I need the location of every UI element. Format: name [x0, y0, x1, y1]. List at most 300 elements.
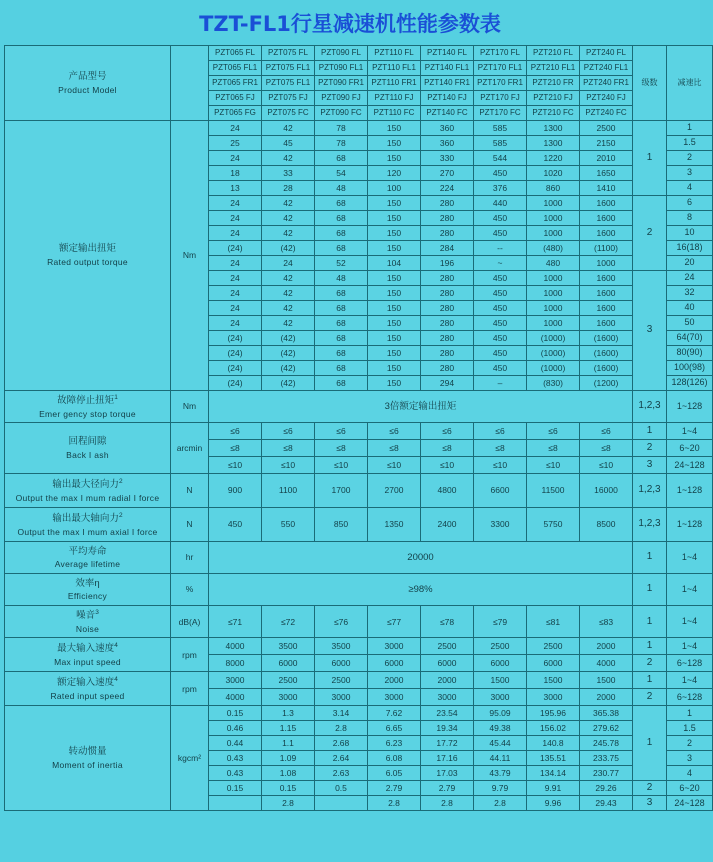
cell: 24 — [209, 196, 262, 211]
cell-ratio: 1~4 — [667, 606, 713, 638]
cell: 9.96 — [527, 796, 580, 811]
cell: 1000 — [527, 271, 580, 286]
cell-ratio: 1~128 — [667, 474, 713, 508]
cell: 3000 — [368, 638, 421, 655]
cell-ratio: 1 — [667, 121, 713, 136]
cell-ratio: 24 — [667, 271, 713, 286]
model-cell: PZT170 FL1 — [474, 61, 527, 76]
cell-ratio: 4 — [667, 766, 713, 781]
cell: 150 — [368, 136, 421, 151]
cell: 24 — [209, 271, 262, 286]
table-row — [5, 474, 713, 508]
cell: 0.15 — [209, 781, 262, 796]
cell: 279.62 — [580, 721, 633, 736]
cell: 270 — [421, 166, 474, 181]
cell: 2000 — [580, 638, 633, 655]
cell-ratio: 1~4 — [667, 574, 713, 606]
cell: 6.23 — [368, 736, 421, 751]
model-cell: PZT110 FC — [368, 106, 421, 121]
cell-ratio: 10 — [667, 226, 713, 241]
model-cell: PZT075 FL1 — [262, 61, 315, 76]
cell: 280 — [421, 331, 474, 346]
cell: 2400 — [421, 508, 474, 542]
cell: 78 — [315, 121, 368, 136]
header-ratio: 减速比 — [667, 46, 713, 121]
cell: (1000) — [527, 331, 580, 346]
cell: 0.5 — [315, 781, 368, 796]
table-row — [5, 542, 713, 574]
cell: 78 — [315, 136, 368, 151]
table-row — [5, 706, 713, 721]
cell-ratio: 8 — [667, 211, 713, 226]
cell: 233.75 — [580, 751, 633, 766]
cell: 23.54 — [421, 706, 474, 721]
model-cell: PZT090 FL1 — [315, 61, 368, 76]
cell-stage: 2 — [633, 689, 667, 706]
model-cell: PZT210 FL — [527, 46, 580, 61]
cell: 2000 — [580, 689, 633, 706]
cell: 196 — [421, 256, 474, 271]
model-cell: PZT140 FR1 — [421, 76, 474, 91]
model-cell: PZT075 FJ — [262, 91, 315, 106]
cell: 68 — [315, 301, 368, 316]
cell: 1.15 — [262, 721, 315, 736]
cell: 450 — [474, 301, 527, 316]
model-cell: PZT210 FR — [527, 76, 580, 91]
cell: 280 — [421, 361, 474, 376]
cell: 195.96 — [527, 706, 580, 721]
cell: (42) — [262, 241, 315, 256]
cell: 150 — [368, 346, 421, 361]
cell: 150 — [368, 286, 421, 301]
cell-ratio: 1~4 — [667, 672, 713, 689]
row-unit-efficiency: % — [171, 574, 209, 606]
cell: 13 — [209, 181, 262, 196]
cell-ratio: 24~128 — [667, 457, 713, 474]
model-cell: PZT110 FJ — [368, 91, 421, 106]
cell: 0.15 — [209, 706, 262, 721]
cell-ratio: 1~4 — [667, 423, 713, 440]
cell: 3000 — [209, 672, 262, 689]
cell: 6000 — [474, 655, 527, 672]
model-cell: PZT240 FR1 — [580, 76, 633, 91]
cell: 0.15 — [262, 781, 315, 796]
row-unit-inertia: kgcm² — [171, 706, 209, 811]
cell: 100 — [368, 181, 421, 196]
cell: 450 — [474, 271, 527, 286]
cell: 294 — [421, 376, 474, 391]
cell: 3.14 — [315, 706, 368, 721]
cell: 1600 — [580, 271, 633, 286]
cell: 280 — [421, 196, 474, 211]
cell: 24 — [209, 316, 262, 331]
cell-ratio: 6~20 — [667, 440, 713, 457]
row-label-axial-force: 输出最大轴向力$^2$ Output the max I mum axial I force — [5, 508, 171, 542]
row-label-emergency-stop: 故障停止扭矩$^1$ Emer gency stop torque — [5, 391, 171, 423]
cell: 17.16 — [421, 751, 474, 766]
cell: 360 — [421, 136, 474, 151]
cell: 150 — [368, 241, 421, 256]
cell: 280 — [421, 301, 474, 316]
cell: (480) — [527, 241, 580, 256]
cell: ≤8 — [527, 440, 580, 457]
cell: 376 — [474, 181, 527, 196]
table-row — [5, 638, 713, 655]
cell: 4800 — [421, 474, 474, 508]
cell: 68 — [315, 376, 368, 391]
cell: 860 — [527, 181, 580, 196]
cell: 450 — [474, 286, 527, 301]
cell: 1300 — [527, 136, 580, 151]
cell-ratio: 100(98) — [667, 361, 713, 376]
model-cell: PZT240 FC — [580, 106, 633, 121]
model-cell: PZT075 FL — [262, 46, 315, 61]
model-cell: PZT140 FJ — [421, 91, 474, 106]
table-row — [5, 574, 713, 606]
cell-efficiency-value: ≥98% — [209, 574, 633, 606]
cell-ratio: 64(70) — [667, 331, 713, 346]
row-unit-axial-force: N — [171, 508, 209, 542]
cell: (24) — [209, 376, 262, 391]
cell: 2000 — [368, 672, 421, 689]
row-unit-emergency-stop: Nm — [171, 391, 209, 423]
model-cell: PZT110 FL1 — [368, 61, 421, 76]
cell: ≤10 — [315, 457, 368, 474]
row-label-lifetime: 平均寿命 Average lifetime — [5, 542, 171, 574]
cell: – — [474, 376, 527, 391]
cell: ≤78 — [421, 606, 474, 638]
cell: 2500 — [474, 638, 527, 655]
cell: ≤8 — [368, 440, 421, 457]
model-cell: PZT170 FC — [474, 106, 527, 121]
model-cell: PZT240 FJ — [580, 91, 633, 106]
cell: 120 — [368, 166, 421, 181]
cell: 3000 — [368, 689, 421, 706]
cell-ratio: 32 — [667, 286, 713, 301]
cell: ≤6 — [368, 423, 421, 440]
model-cell: PZT065 FL — [209, 46, 262, 61]
cell: 365.38 — [580, 706, 633, 721]
header-unit-blank — [171, 46, 209, 121]
cell: 1000 — [527, 301, 580, 316]
cell: 1600 — [580, 301, 633, 316]
cell: 1000 — [527, 196, 580, 211]
row-unit-lifetime: hr — [171, 542, 209, 574]
cell: ~ — [474, 256, 527, 271]
cell: 1000 — [527, 286, 580, 301]
cell-ratio: 1~4 — [667, 542, 713, 574]
cell: 2500 — [580, 121, 633, 136]
cell-stage: 1 — [633, 542, 667, 574]
cell: 17.72 — [421, 736, 474, 751]
cell: 24 — [209, 121, 262, 136]
cell: 280 — [421, 346, 474, 361]
cell: 18 — [209, 166, 262, 181]
model-cell: PZT170 FL — [474, 46, 527, 61]
cell: 17.03 — [421, 766, 474, 781]
table-row — [5, 508, 713, 542]
cell: 450 — [474, 166, 527, 181]
row-label-max-input-speed: 最大输入速度$^4$ Max input speed — [5, 638, 171, 672]
table-row — [5, 606, 713, 638]
cell: 135.51 — [527, 751, 580, 766]
cell — [315, 796, 368, 811]
cell: 2.8 — [315, 721, 368, 736]
cell: 1000 — [527, 211, 580, 226]
model-cell: PZT240 FL — [580, 46, 633, 61]
cell-stage: 3 — [633, 457, 667, 474]
cell: 450 — [474, 346, 527, 361]
cell: 585 — [474, 121, 527, 136]
cell: 1020 — [527, 166, 580, 181]
cell: 6000 — [262, 655, 315, 672]
cell: 6.08 — [368, 751, 421, 766]
model-cell: PZT210 FC — [527, 106, 580, 121]
cell: (1200) — [580, 376, 633, 391]
cell: 28 — [262, 181, 315, 196]
cell: (24) — [209, 331, 262, 346]
cell: 150 — [368, 361, 421, 376]
cell-ratio: 16(18) — [667, 241, 713, 256]
cell-stage: 1,2,3 — [633, 508, 667, 542]
cell: 360 — [421, 121, 474, 136]
cell: 280 — [421, 316, 474, 331]
cell-ratio: 40 — [667, 301, 713, 316]
table-row — [5, 391, 713, 423]
cell: 24 — [209, 256, 262, 271]
cell-ratio: 3 — [667, 751, 713, 766]
cell: 42 — [262, 226, 315, 241]
cell: 1500 — [580, 672, 633, 689]
cell-ratio: 6~128 — [667, 655, 713, 672]
cell-ratio: 1.5 — [667, 136, 713, 151]
cell: 0.43 — [209, 766, 262, 781]
cell: 9.91 — [527, 781, 580, 796]
cell: 42 — [262, 301, 315, 316]
cell: 150 — [368, 151, 421, 166]
cell: ≤83 — [580, 606, 633, 638]
cell: 3300 — [474, 508, 527, 542]
cell: ≤6 — [527, 423, 580, 440]
model-cell: PZT240 FL1 — [580, 61, 633, 76]
cell: 42 — [262, 286, 315, 301]
model-cell: PZT140 FL — [421, 46, 474, 61]
cell: 1500 — [527, 672, 580, 689]
cell: 6000 — [527, 655, 580, 672]
cell-ratio: 1~128 — [667, 391, 713, 423]
cell-stage: 2 — [633, 196, 667, 271]
cell: 104 — [368, 256, 421, 271]
cell: 1600 — [580, 211, 633, 226]
cell: 11500 — [527, 474, 580, 508]
cell: 6000 — [315, 655, 368, 672]
cell: (1600) — [580, 331, 633, 346]
cell: 544 — [474, 151, 527, 166]
cell: 29.43 — [580, 796, 633, 811]
cell: 440 — [474, 196, 527, 211]
model-cell: PZT075 FC — [262, 106, 315, 121]
cell: 43.79 — [474, 766, 527, 781]
page-title: TZT-FL1行星减速机性能参数表 — [199, 12, 501, 36]
cell: ≤77 — [368, 606, 421, 638]
cell: 280 — [421, 271, 474, 286]
cell: 42 — [262, 316, 315, 331]
cell: 8500 — [580, 508, 633, 542]
cell: 68 — [315, 196, 368, 211]
cell-stage: 1 — [633, 706, 667, 781]
model-cell: PZT065 FJ — [209, 91, 262, 106]
cell: 1650 — [580, 166, 633, 181]
cell: 44.11 — [474, 751, 527, 766]
cell: 480 — [527, 256, 580, 271]
cell: 42 — [262, 211, 315, 226]
cell: 1000 — [580, 256, 633, 271]
cell: 230.77 — [580, 766, 633, 781]
cell: 2.63 — [315, 766, 368, 781]
cell: 134.14 — [527, 766, 580, 781]
spec-table — [4, 45, 713, 811]
cell: (1000) — [527, 346, 580, 361]
cell: ≤6 — [474, 423, 527, 440]
cell: 2500 — [315, 672, 368, 689]
model-cell: PZT065 FR1 — [209, 76, 262, 91]
cell: 16000 — [580, 474, 633, 508]
cell: 48 — [315, 181, 368, 196]
cell: 6600 — [474, 474, 527, 508]
cell: 224 — [421, 181, 474, 196]
cell: (1600) — [580, 361, 633, 376]
cell: 42 — [262, 121, 315, 136]
cell: 1000 — [527, 226, 580, 241]
cell: 1220 — [527, 151, 580, 166]
cell: 68 — [315, 241, 368, 256]
cell: 0.46 — [209, 721, 262, 736]
cell-ratio: 1~128 — [667, 508, 713, 542]
cell: -- — [474, 241, 527, 256]
row-unit-radial-force: N — [171, 474, 209, 508]
cell: 450 — [474, 361, 527, 376]
cell: 6.65 — [368, 721, 421, 736]
cell: 550 — [262, 508, 315, 542]
row-label-inertia: 转动惯量 Moment of inertia — [5, 706, 171, 811]
cell-stage: 3 — [633, 796, 667, 811]
cell: (1100) — [580, 241, 633, 256]
row-label-noise: 噪音$^3$ Noise — [5, 606, 171, 638]
cell: 42 — [262, 271, 315, 286]
model-cell: PZT210 FL1 — [527, 61, 580, 76]
cell: 2010 — [580, 151, 633, 166]
cell: 1410 — [580, 181, 633, 196]
model-cell: PZT090 FR1 — [315, 76, 368, 91]
cell: (24) — [209, 241, 262, 256]
cell: 1000 — [527, 316, 580, 331]
cell: 3000 — [262, 689, 315, 706]
cell-ratio: 80(90) — [667, 346, 713, 361]
header-stage: 级数 — [633, 46, 667, 121]
cell-ratio: 6~128 — [667, 689, 713, 706]
cell: ≤10 — [474, 457, 527, 474]
cell-ratio: 1~4 — [667, 638, 713, 655]
cell: 42 — [262, 151, 315, 166]
cell: 68 — [315, 331, 368, 346]
cell: 24 — [209, 286, 262, 301]
cell: 2.79 — [368, 781, 421, 796]
cell: 1.08 — [262, 766, 315, 781]
cell: 150 — [368, 196, 421, 211]
cell: 150 — [368, 301, 421, 316]
cell: 2500 — [421, 638, 474, 655]
model-cell: PZT110 FR1 — [368, 76, 421, 91]
cell: (42) — [262, 346, 315, 361]
cell-stage: 1 — [633, 423, 667, 440]
cell: ≤8 — [209, 440, 262, 457]
cell: 2.79 — [421, 781, 474, 796]
cell: 45.44 — [474, 736, 527, 751]
cell: ≤8 — [315, 440, 368, 457]
cell-stage: 1 — [633, 574, 667, 606]
cell-stage: 1 — [633, 121, 667, 196]
cell: 245.78 — [580, 736, 633, 751]
cell: 2.64 — [315, 751, 368, 766]
cell-ratio: 20 — [667, 256, 713, 271]
cell: (1600) — [580, 346, 633, 361]
cell: 5750 — [527, 508, 580, 542]
cell: 280 — [421, 226, 474, 241]
cell-stage: 2 — [633, 440, 667, 457]
model-cell: PZT170 FJ — [474, 91, 527, 106]
cell: 1.3 — [262, 706, 315, 721]
cell: 1600 — [580, 316, 633, 331]
cell-stage: 2 — [633, 781, 667, 796]
cell: 2.68 — [315, 736, 368, 751]
cell: 150 — [368, 121, 421, 136]
model-cell: PZT065 FL1 — [209, 61, 262, 76]
cell: ≤6 — [209, 423, 262, 440]
cell: ≤8 — [262, 440, 315, 457]
row-label-rated-torque: 额定输出扭矩 Rated output torque — [5, 121, 171, 391]
model-cell: PZT170 FR1 — [474, 76, 527, 91]
cell: 6000 — [368, 655, 421, 672]
cell: 1350 — [368, 508, 421, 542]
cell-ratio: 6~20 — [667, 781, 713, 796]
cell — [209, 796, 262, 811]
cell: 24 — [209, 301, 262, 316]
cell-stage: 1 — [633, 638, 667, 655]
cell: ≤72 — [262, 606, 315, 638]
cell: ≤10 — [368, 457, 421, 474]
row-label-backlash: 回程间隙 Back I ash — [5, 423, 171, 474]
cell: (24) — [209, 361, 262, 376]
cell: 68 — [315, 226, 368, 241]
cell: 48 — [315, 271, 368, 286]
row-label-rated-input-speed: 额定输入速度$^4$ Rated input speed — [5, 672, 171, 706]
cell: ≤10 — [421, 457, 474, 474]
row-label-efficiency: 效率η Efficiency — [5, 574, 171, 606]
cell-emergency-stop-value: 3倍额定输出扭矩 — [209, 391, 633, 423]
cell: 150 — [368, 376, 421, 391]
cell: 24 — [209, 226, 262, 241]
cell: 2500 — [262, 672, 315, 689]
cell: ≤76 — [315, 606, 368, 638]
model-cell: PZT065 FG — [209, 106, 262, 121]
cell: 52 — [315, 256, 368, 271]
cell-ratio: 24~128 — [667, 796, 713, 811]
cell: 3000 — [527, 689, 580, 706]
cell: 0.43 — [209, 751, 262, 766]
cell: 450 — [209, 508, 262, 542]
cell: ≤8 — [580, 440, 633, 457]
cell: 1300 — [527, 121, 580, 136]
